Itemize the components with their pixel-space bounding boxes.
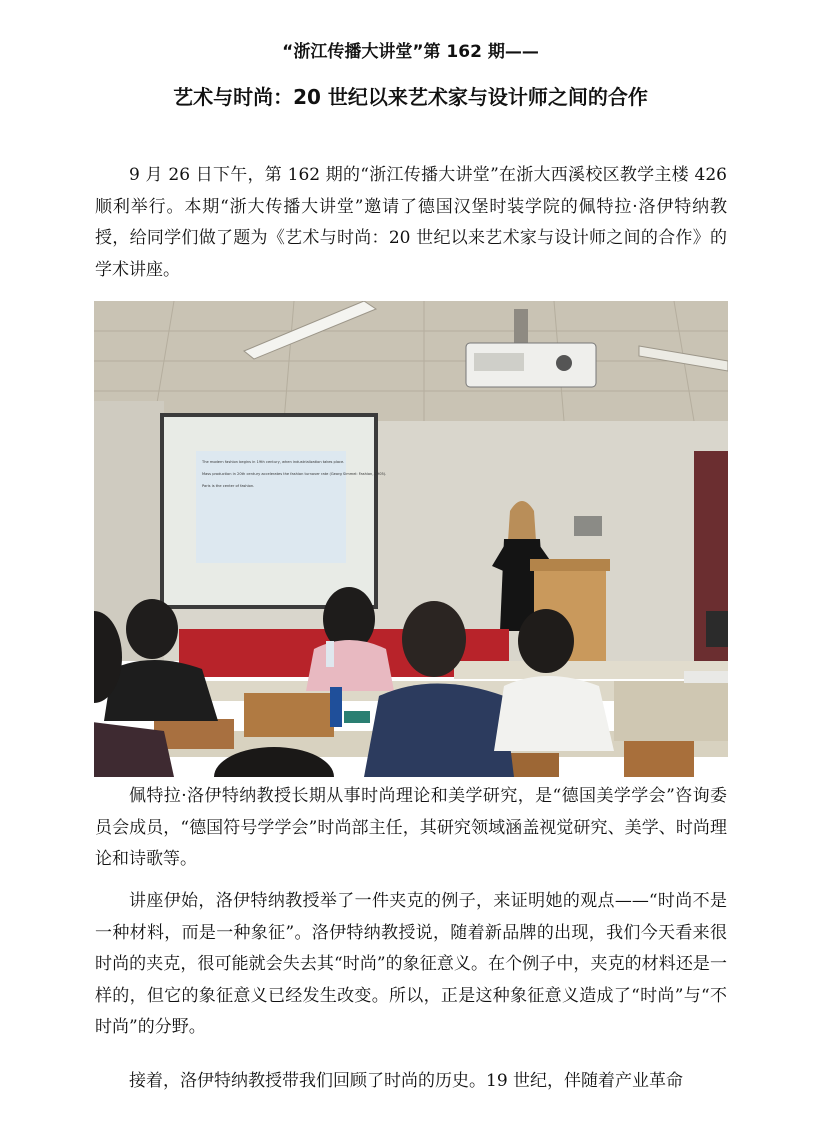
slide-content xyxy=(196,451,346,563)
lecture-photo xyxy=(94,301,728,777)
article-title-line1: “浙江传播大讲堂”第 162 期—— xyxy=(282,42,539,62)
article-paragraph: 讲座伊始，洛伊特纳教授举了一件夹克的例子，来证明她的观点——“时尚不是一种材料，而是一种象征”。洛伊特纳教授说，随着新品牌的出现，我们今天看来很时尚的夹克，很可能就会失去其“时尚”的象征意义。在个例子中，夹克的材料还是一样的，但它的象征意义已经发生改变。所以，正是这种象征意义造成了“时尚”与“不时尚”的分野。 xyxy=(95,891,727,1037)
slide-line: The modern fashion begins in 19th century, when industrialization takes place. xyxy=(202,460,345,464)
slide-line: Paris is the center of fashion. xyxy=(202,484,255,488)
article-paragraph: 9 月 26 日下午，第 162 期的“浙江传播大讲堂”在浙大西溪校区教学主楼 426 顺利举行。本期“浙大传播大讲堂”邀请了德国汉堡时装学院的佩特拉·洛伊特纳教授，给同学们做了题为《艺术与时尚：20 世纪以来艺术家与设计师之间的合作》的学术讲座。 xyxy=(95,165,727,280)
lecture-photo-illustration xyxy=(94,301,728,777)
article-paragraph: 接着，洛伊特纳教授带我们回顾了时尚的历史。19 世纪，伴随着产业革命 xyxy=(129,1071,684,1091)
slide-line: Mass production in 20th century accelerates the fashion turnover rate (Georg Simmel: Fashion, 1905). xyxy=(202,472,387,476)
article-paragraph: 佩特拉·洛伊特纳教授长期从事时尚理论和美学研究，是“德国美学学会”咨询委员会成员，“德国符号学学会”时尚部主任，其研究领域涵盖视觉研究、美学、时尚理论和诗歌等。 xyxy=(95,786,727,869)
article-title-line2: 艺术与时尚：20 世纪以来艺术家与设计师之间的合作 xyxy=(173,85,648,109)
